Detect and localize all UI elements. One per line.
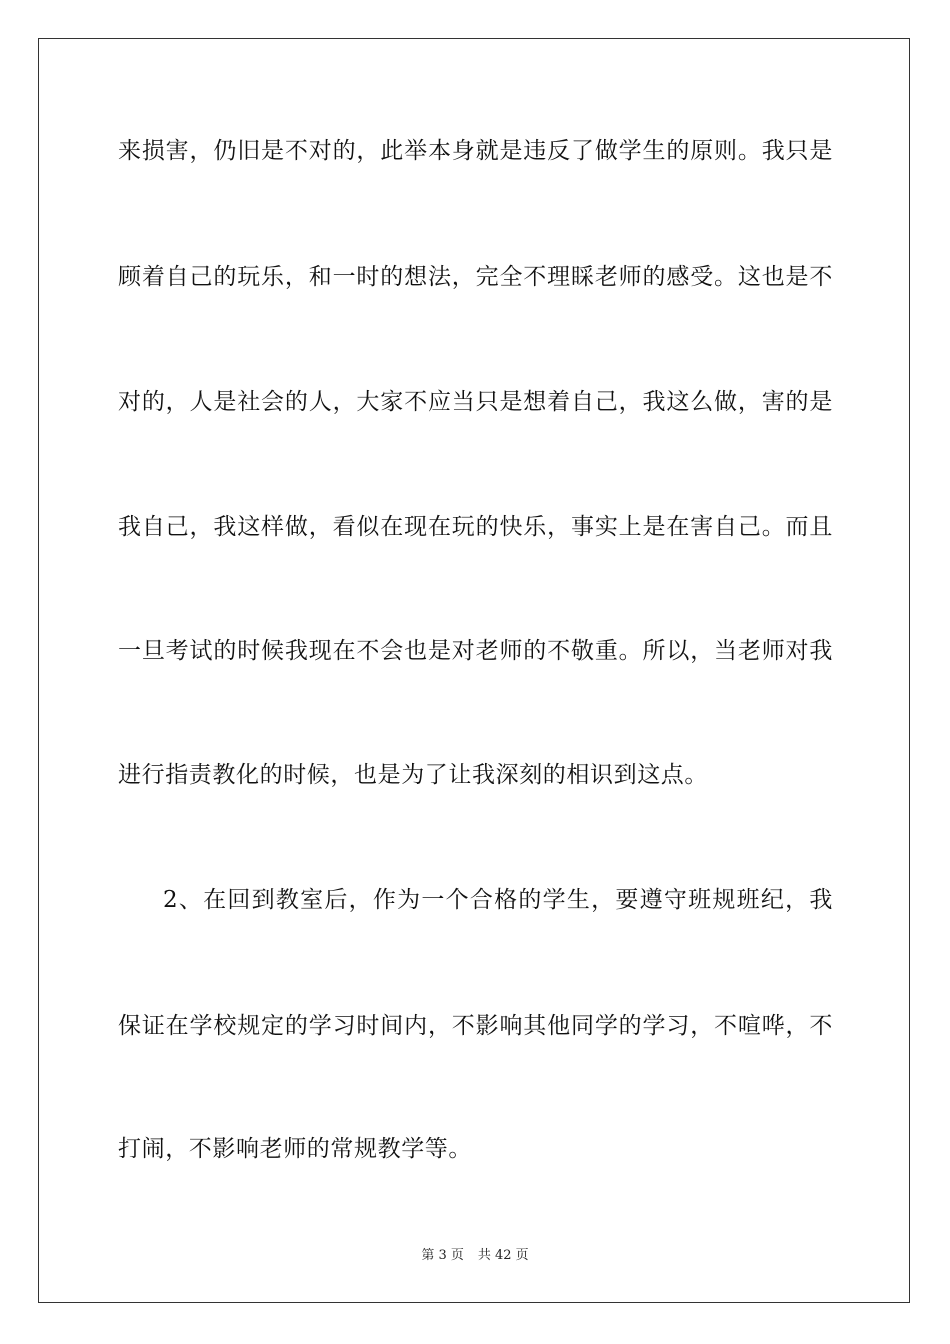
text-line: 2、在回到教室后，作为一个合格的学生，要遵守班规班纪，我 (163, 887, 833, 913)
text-line: 打闹，不影响老师的常规教学等。 (118, 1136, 472, 1162)
text-line: 我自己，我这样做，看似在现在玩的快乐，事实上是在害自己。而且 (118, 514, 833, 540)
text-line: 一旦考试的时候我现在不会也是对老师的不敬重。所以，当老师对我 (118, 638, 833, 664)
text-line: 保证在学校规定的学习时间内，不影响其他同学的学习，不喧哗，不 (118, 1013, 833, 1039)
text-line: 对的，人是社会的人，大家不应当只是想着自己，我这么做，害的是 (118, 389, 833, 415)
page-border (38, 38, 910, 1303)
page-footer (0, 1247, 950, 1265)
text-line: 进行指责教化的时候，也是为了让我深刻的相识到这点。 (118, 762, 708, 788)
text-line: 顾着自己的玩乐，和一时的想法，完全不理睬老师的感受。这也是不 (118, 264, 833, 290)
text-line: 来损害，仍旧是不对的，此举本身就是违反了做学生的原则。我只是 (118, 138, 833, 164)
total-page-count: 共 42 页 (477, 1248, 529, 1263)
current-page-number: 第 3 页 (421, 1248, 464, 1263)
